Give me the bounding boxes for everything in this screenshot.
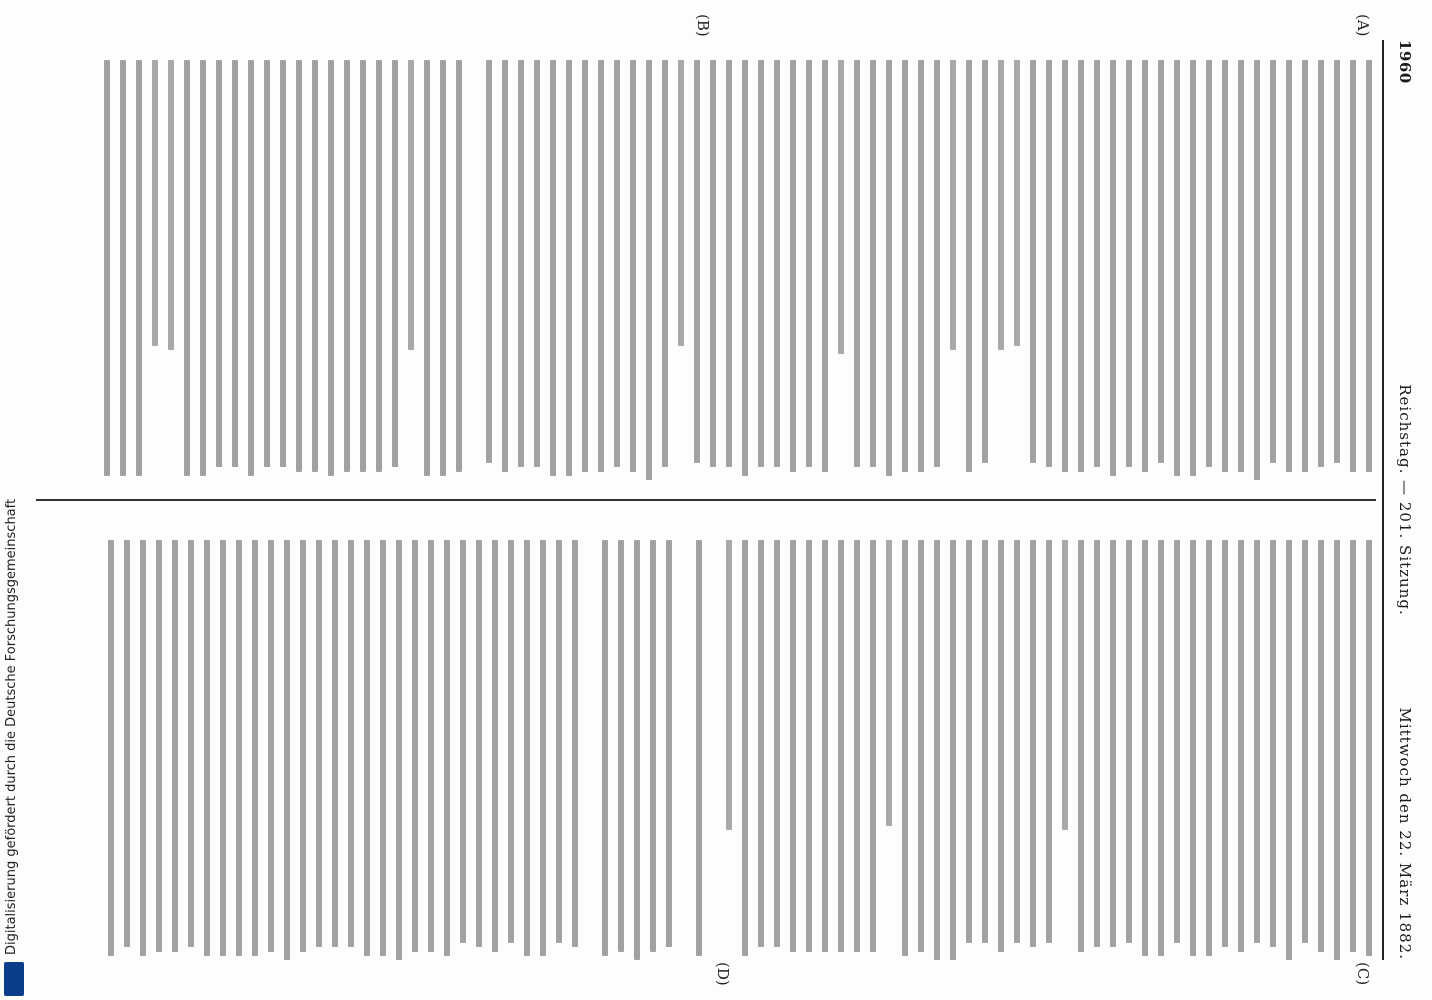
text-line [328, 60, 334, 476]
text-line [934, 60, 940, 467]
text-line [316, 540, 322, 947]
text-line [332, 540, 338, 947]
text-line [140, 540, 146, 956]
text-line [172, 540, 178, 952]
text-line [1030, 540, 1036, 947]
running-header [1388, 40, 1414, 960]
text-line [822, 540, 828, 952]
text-line [1350, 60, 1356, 472]
text-line [998, 60, 1004, 350]
text-line [1318, 60, 1324, 467]
page-number: 1960 [1396, 40, 1414, 84]
text-line [232, 60, 238, 467]
text-line [806, 60, 812, 467]
text-line [380, 540, 386, 956]
paragraph-gap [578, 540, 592, 960]
text-line [1302, 60, 1308, 472]
text-line [524, 540, 530, 956]
text-line [870, 60, 876, 467]
text-line [950, 540, 956, 960]
text-line [280, 60, 286, 467]
text-line [456, 60, 462, 472]
text-line [758, 60, 764, 467]
text-line [742, 60, 748, 476]
text-line [1222, 540, 1228, 947]
margin-mark-d: (D) [714, 962, 732, 986]
text-line [582, 60, 588, 472]
text-line [602, 540, 608, 956]
margin-mark-a: (A) [1354, 14, 1372, 37]
text-line [1094, 60, 1100, 467]
text-line [396, 540, 402, 960]
text-line [982, 60, 988, 463]
text-line [774, 540, 780, 947]
right-text-column [98, 540, 1372, 960]
text-line [168, 60, 174, 350]
text-line [566, 60, 572, 476]
text-line [886, 60, 892, 476]
text-line [1270, 60, 1276, 463]
text-line [838, 540, 844, 952]
text-line [508, 540, 514, 943]
text-line [424, 60, 430, 476]
text-line [998, 540, 1004, 952]
text-line [412, 540, 418, 952]
text-line [204, 540, 210, 956]
text-line [1286, 540, 1292, 960]
text-line [614, 60, 620, 467]
text-line [1046, 540, 1052, 943]
text-line [1366, 60, 1372, 472]
text-line [950, 60, 956, 350]
text-line [854, 60, 860, 467]
text-line [104, 60, 110, 476]
text-line [572, 540, 578, 947]
text-line [216, 60, 222, 467]
text-line [444, 540, 450, 956]
text-line [1142, 540, 1148, 956]
digitization-note: Digitalisierung gefördert durch die Deutsche Forschungsgemeinschaft [4, 498, 19, 955]
text-line [264, 60, 270, 467]
text-line [188, 540, 194, 947]
text-line [806, 540, 812, 952]
text-line [666, 540, 672, 947]
text-line [502, 60, 508, 472]
text-line [742, 540, 748, 956]
text-line [630, 60, 636, 472]
text-line [1334, 540, 1340, 960]
text-line [252, 540, 258, 956]
text-line [1254, 60, 1260, 480]
paragraph-gap [462, 60, 476, 480]
text-line [1334, 60, 1340, 463]
text-line [1206, 60, 1212, 467]
text-line [662, 60, 668, 467]
text-line [1142, 60, 1148, 472]
text-line [1238, 540, 1244, 952]
text-line [854, 540, 860, 952]
text-line [838, 60, 844, 354]
text-line [486, 60, 492, 463]
text-line [902, 60, 908, 472]
text-line [492, 540, 498, 952]
text-line [1254, 540, 1260, 943]
text-line [1222, 60, 1228, 472]
text-line [120, 60, 126, 476]
text-line [870, 540, 876, 952]
text-line [428, 540, 434, 952]
text-line [248, 60, 254, 476]
text-line [710, 60, 716, 467]
text-line [1318, 540, 1324, 952]
text-line [934, 540, 940, 960]
text-line [918, 60, 924, 472]
text-line [886, 540, 892, 826]
text-line [108, 540, 114, 956]
text-line [152, 60, 158, 346]
text-line [650, 540, 656, 952]
text-line [556, 540, 562, 943]
text-line [1190, 540, 1196, 956]
text-line [918, 540, 924, 952]
text-line [1158, 60, 1164, 463]
paragraph-gap [672, 540, 686, 960]
text-line [774, 60, 780, 467]
header-rule [1382, 40, 1384, 960]
text-line [1094, 540, 1100, 947]
text-line [348, 540, 354, 947]
text-line [540, 540, 546, 956]
text-line [1062, 60, 1068, 472]
text-line [678, 60, 684, 346]
text-line [476, 540, 482, 947]
text-line [550, 60, 556, 476]
text-line [1270, 540, 1276, 947]
text-line [518, 60, 524, 467]
text-line [296, 60, 302, 472]
text-line [1286, 60, 1292, 472]
text-line [696, 540, 702, 956]
text-line [156, 540, 162, 952]
text-line [1014, 60, 1020, 346]
text-line [982, 540, 988, 943]
text-line [634, 540, 640, 960]
text-line [376, 60, 382, 472]
text-line [1302, 540, 1308, 943]
text-line [1238, 60, 1244, 472]
text-line [1078, 540, 1084, 952]
text-line [1110, 60, 1116, 476]
session-title: Reichstag. — 201. Sitzung. [1396, 384, 1414, 616]
text-line [726, 60, 732, 467]
text-line [618, 540, 624, 952]
text-line [460, 540, 466, 943]
text-line [758, 540, 764, 947]
text-line [1350, 540, 1356, 952]
margin-mark-c: (C) [1354, 962, 1372, 986]
text-line [344, 60, 350, 472]
margin-mark-b: (B) [694, 14, 712, 37]
text-line [1174, 60, 1180, 476]
dfg-logo-icon [4, 962, 24, 996]
text-line [646, 60, 652, 480]
text-line [268, 540, 274, 952]
text-line [822, 60, 828, 472]
text-line [408, 60, 414, 350]
text-line [236, 540, 242, 956]
text-line [200, 60, 206, 476]
text-line [1062, 540, 1068, 830]
text-line [966, 540, 972, 943]
left-text-column [94, 60, 1372, 480]
column-divider [36, 499, 1376, 501]
text-line [1126, 540, 1132, 943]
text-line [284, 540, 290, 960]
text-line [1030, 60, 1036, 463]
text-line [1078, 60, 1084, 472]
text-line [1046, 60, 1052, 467]
text-line [124, 540, 130, 947]
text-line [966, 60, 972, 472]
text-line [598, 60, 604, 472]
text-line [392, 60, 398, 467]
text-line [726, 540, 732, 830]
text-line [1126, 60, 1132, 467]
text-line [1110, 540, 1116, 947]
text-line [902, 540, 908, 956]
text-line [440, 60, 446, 476]
text-line [1206, 540, 1212, 956]
text-line [1366, 540, 1372, 956]
session-date: Mittwoch den 22. März 1882. [1396, 707, 1414, 960]
text-line [1014, 540, 1020, 943]
text-line [300, 540, 306, 952]
text-line [1158, 540, 1164, 956]
text-line [1190, 60, 1196, 476]
text-line [360, 60, 366, 472]
text-line [694, 60, 700, 463]
text-line [184, 60, 190, 476]
text-line [790, 540, 796, 952]
text-line [1174, 540, 1180, 943]
text-line [534, 60, 540, 467]
text-line [364, 540, 370, 956]
paragraph-gap [702, 540, 716, 960]
text-line [136, 60, 142, 476]
text-line [790, 60, 796, 472]
text-line [220, 540, 226, 956]
text-line [312, 60, 318, 472]
